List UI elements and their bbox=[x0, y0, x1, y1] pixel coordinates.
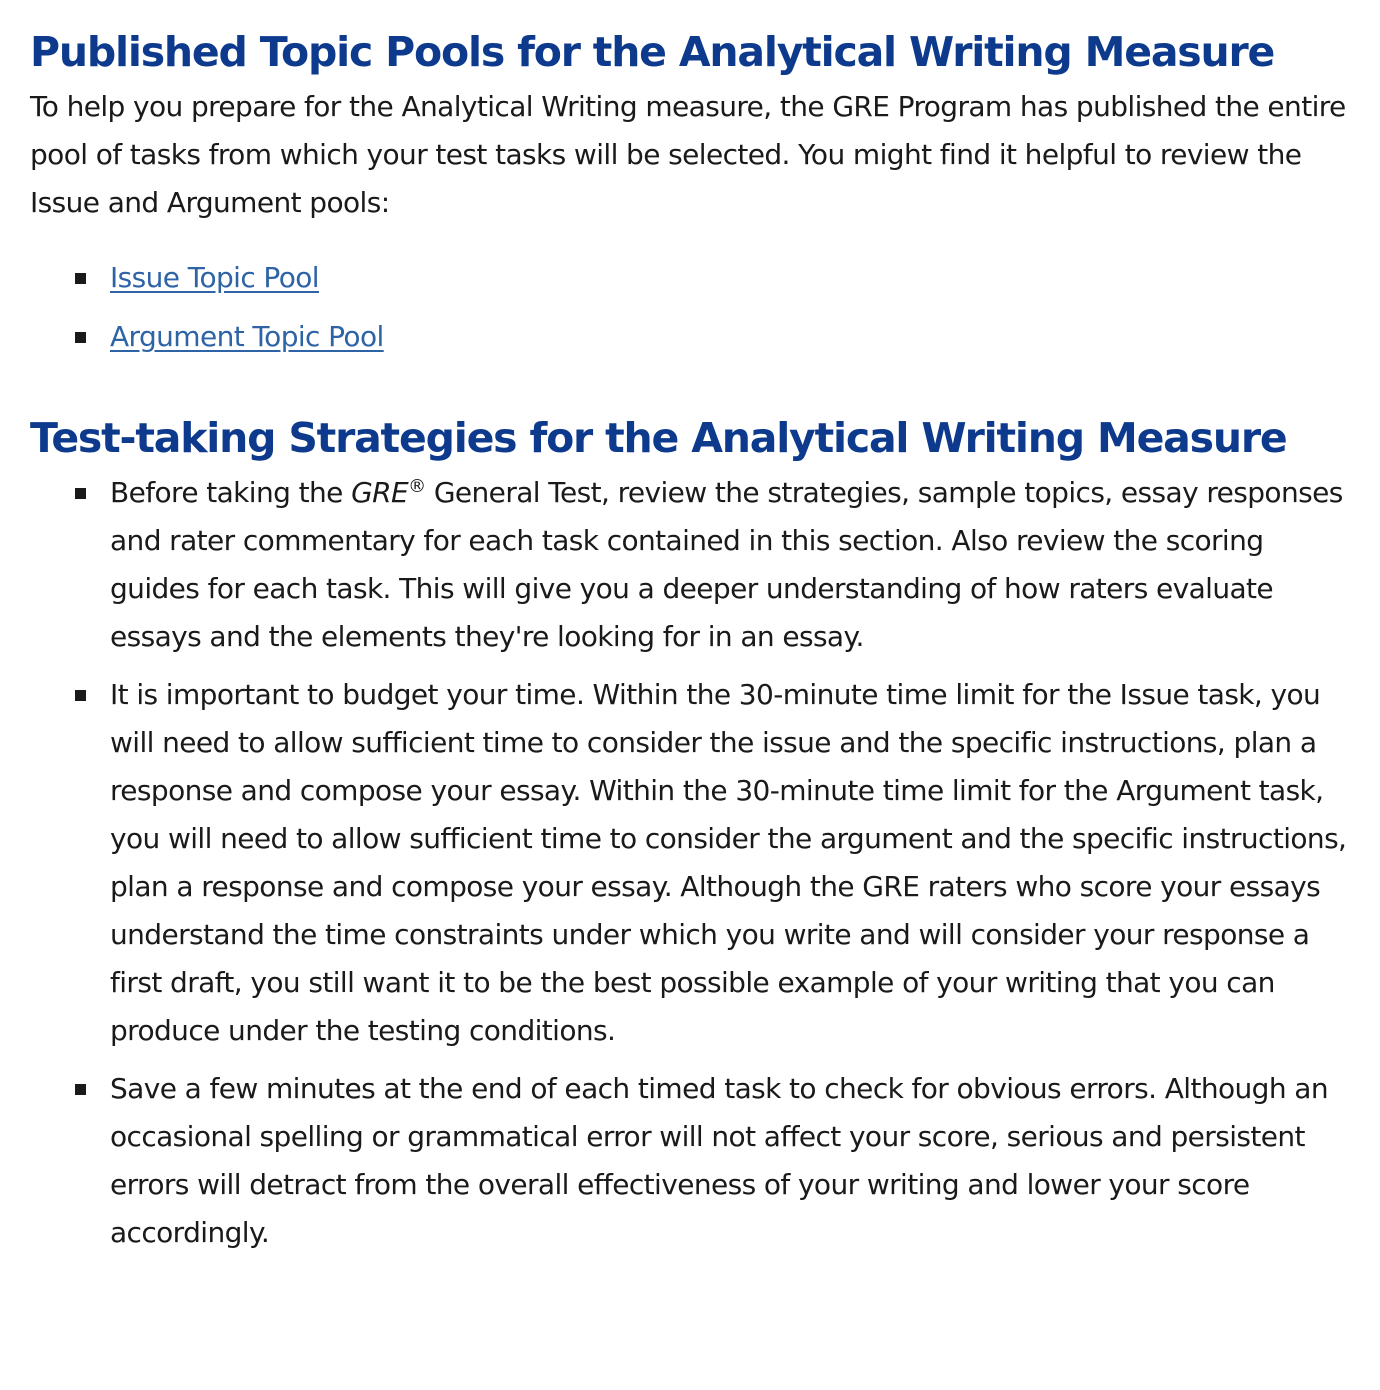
strategy-text: Save a few minutes at the end of each timed task to check for obvious errors. Although an occasional spelling or grammatical error will not affect your score, serious and persistent errors will detract from the overall effectiveness of your writing and lower your score accordingly. bbox=[110, 1072, 1328, 1250]
strategy-item-budget-time bbox=[30, 671, 1350, 1055]
strategy-text-before: Before taking the bbox=[110, 476, 352, 510]
strategy-text: It is important to budget your time. Within the 30-minute time limit for the Issue task, you will need to allow sufficient time to consider the issue and the specific instructions, plan a response and compose your essay. Within the 30-minute time limit for the Argument task, you will need to allow sufficient time to consider the argument and the specific instructions, plan a response and compose your essay. Although the GRE raters who score your essays understand the time constraints under which you write and will consider your response a first draft, you still want it to be the best possible example of your writing that you can produce under the testing conditions. bbox=[110, 678, 1347, 1048]
registered-mark: ® bbox=[408, 476, 426, 498]
list-item bbox=[30, 314, 1350, 360]
topic-pools-heading: Published Topic Pools for the Analytical Writing Measure bbox=[30, 28, 1275, 76]
topic-pool-link-list bbox=[30, 255, 1350, 360]
issue-topic-pool-link[interactable]: Issue Topic Pool bbox=[110, 261, 319, 295]
gre-brand-text: GRE bbox=[351, 476, 409, 510]
strategies-heading: Test-taking Strategies for the Analytical Writing Measure bbox=[30, 414, 1287, 463]
strategy-item-check-errors bbox=[30, 1065, 1350, 1257]
topic-pools-intro: To help you prepare for the Analytical Writing measure, the GRE Program has published the entire pool of tasks from which your test tasks will be selected. You might find it helpful to review the Issue and Argument pools: bbox=[30, 90, 1346, 220]
square-bullet-icon bbox=[75, 1084, 86, 1095]
square-bullet-icon bbox=[75, 690, 86, 701]
strategy-item-review bbox=[30, 469, 1350, 661]
strategies-list bbox=[30, 469, 1350, 1257]
list-item bbox=[30, 255, 1350, 301]
argument-topic-pool-link[interactable]: Argument Topic Pool bbox=[110, 320, 384, 354]
square-bullet-icon bbox=[75, 332, 86, 343]
square-bullet-icon bbox=[75, 273, 86, 284]
strategy-text-after: General Test, review the strategies, sample topics, essay responses and rater commentary for each task contained in this section. Also review the scoring guides for each task. This will give you a deeper understanding of how raters evaluate essays and the elements they're looking for in an essay. bbox=[110, 476, 1343, 654]
square-bullet-icon bbox=[75, 488, 86, 499]
